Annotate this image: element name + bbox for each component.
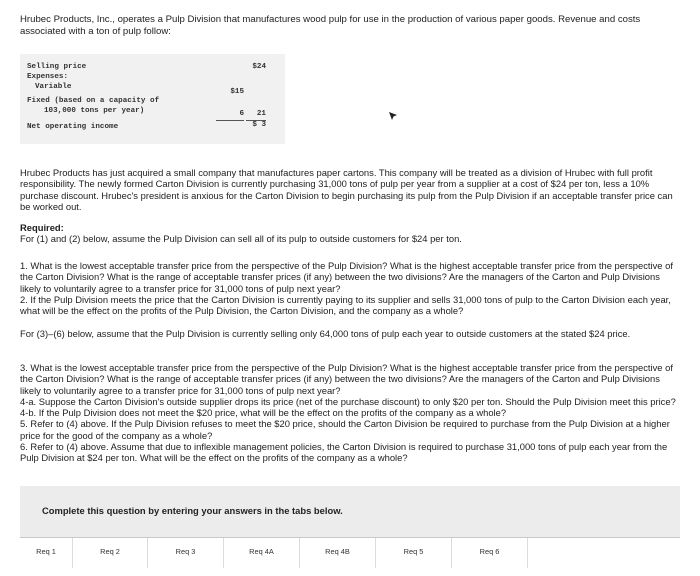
assumption-part-b: For (3)–(6) below, assume that the Pulp Division is currently selling only 64,000 tons of pulp each year to outside customers at the stated $24 price.	[20, 328, 631, 339]
total-expenses-value: 21	[246, 109, 266, 121]
fixed-label-2: 103,000 tons per year)	[44, 107, 145, 115]
questions-part-b	[20, 362, 680, 464]
fixed-value: 6	[216, 109, 244, 121]
scenario-paragraph: Hrubec Products has just acquired a small company that manufactures paper cartons. This company will be treated as a division of Hrubec with full profit responsibility. The newly formed Carton Division is currently purchasing 31,000 tons of pulp per year from a supplier at a cost of $24 per ton, less a 10% purchase discount. Hrubec's president is anxious for the Carton Division to begin purchasing its pulp from the Pulp Division if an acceptable transfer price can be worked out.	[20, 167, 673, 212]
financial-table	[20, 54, 285, 144]
required-section	[20, 222, 680, 245]
questions-part-a	[20, 260, 680, 316]
fixed-label-1: Fixed (based on a capacity of	[27, 97, 160, 105]
tab-req-4b[interactable]: Req 4B	[300, 538, 376, 568]
net-income-label: Net operating income	[27, 123, 119, 131]
tab-req-1[interactable]: Req 1	[20, 538, 73, 568]
required-heading: Required:	[20, 222, 64, 233]
intro-text: Hrubec Products, Inc., operates a Pulp Division that manufactures wood pulp for use in the production of various paper goods. Revenue and costs associated with a ton of pulp follow:	[20, 14, 641, 37]
tab-req-4a[interactable]: Req 4A	[224, 538, 300, 568]
variable-value: $15	[230, 88, 244, 96]
question-2: 2. If the Pulp Division meets the price that the Carton Division is currently paying to its supplier and sells 31,000 tons of pulp to the Carton Division each year, what will be the effect on the profits of the Pulp Division, the Carton Division, and the company as a whole?	[20, 293, 671, 317]
answer-panel	[20, 486, 680, 575]
tab-req-3[interactable]: Req 3	[148, 538, 224, 568]
mouse-pointer-icon	[388, 111, 398, 121]
instruction-text: Complete this question by entering your answers in the tabs below.	[42, 505, 343, 516]
question-3: 3. What is the lowest acceptable transfer price from the perspective of the Pulp Division? What is the highest acceptable transfer price from the perspective of the Carton Division? What is the range of acceptable transfer prices (if any) between the two divisions? Are the managers of the Carton and Pulp Divisions likely to voluntarily agree to a transfer price for 31,000 tons of pulp next year?	[20, 362, 673, 396]
question-1: 1. What is the lowest acceptable transfer price from the perspective of the Pulp Division? What is the highest acceptable transfer price from the perspective of the Carton Division? What is the range of acceptable transfer prices (if any) between the two divisions? Are the managers of the Carton and Pulp Divisions likely to voluntarily agree to a transfer price for 31,000 tons of pulp next year?	[20, 260, 673, 294]
tab-req-2[interactable]: Req 2	[73, 538, 148, 568]
question-5: 5. Refer to (4) above. If the Pulp Division refuses to meet the $20 price, should the Carton Division be required to purchase from the Pulp Division at a higher price for the good of the company as a whole?	[20, 418, 670, 441]
question-4b: 4-b. If the Pulp Division does not meet the $20 price, what will be the effect on the profits of the company as a whole?	[20, 407, 507, 419]
selling-price-value: $24	[252, 63, 266, 71]
question-6: 6. Refer to (4) above. Assume that due to inflexible management policies, the Carton Division is required to purchase 31,000 tons of pulp each year from the Pulp Division at $24 per ton. What will be the effect on the profits of the company as a whole?	[20, 441, 668, 464]
selling-price-label: Selling price	[27, 63, 87, 71]
requirement-tabs	[20, 537, 680, 576]
variable-label: Variable	[35, 83, 72, 91]
tab-req-6[interactable]: Req 6	[452, 538, 528, 568]
tab-req-5[interactable]: Req 5	[376, 538, 452, 568]
expenses-label: Expenses:	[27, 73, 69, 81]
question-4a: 4-a. Suppose the Carton Division's outside supplier drops its price (net of the purchase discount) to only $20 per ton. Should the Pulp Division meet this price?	[20, 395, 676, 407]
net-income-value: $ 3	[252, 121, 266, 129]
scenario-text	[20, 167, 680, 212]
required-intro: For (1) and (2) below, assume the Pulp Division can sell all of its pulp to outside customers for $24 per ton.	[20, 233, 462, 245]
